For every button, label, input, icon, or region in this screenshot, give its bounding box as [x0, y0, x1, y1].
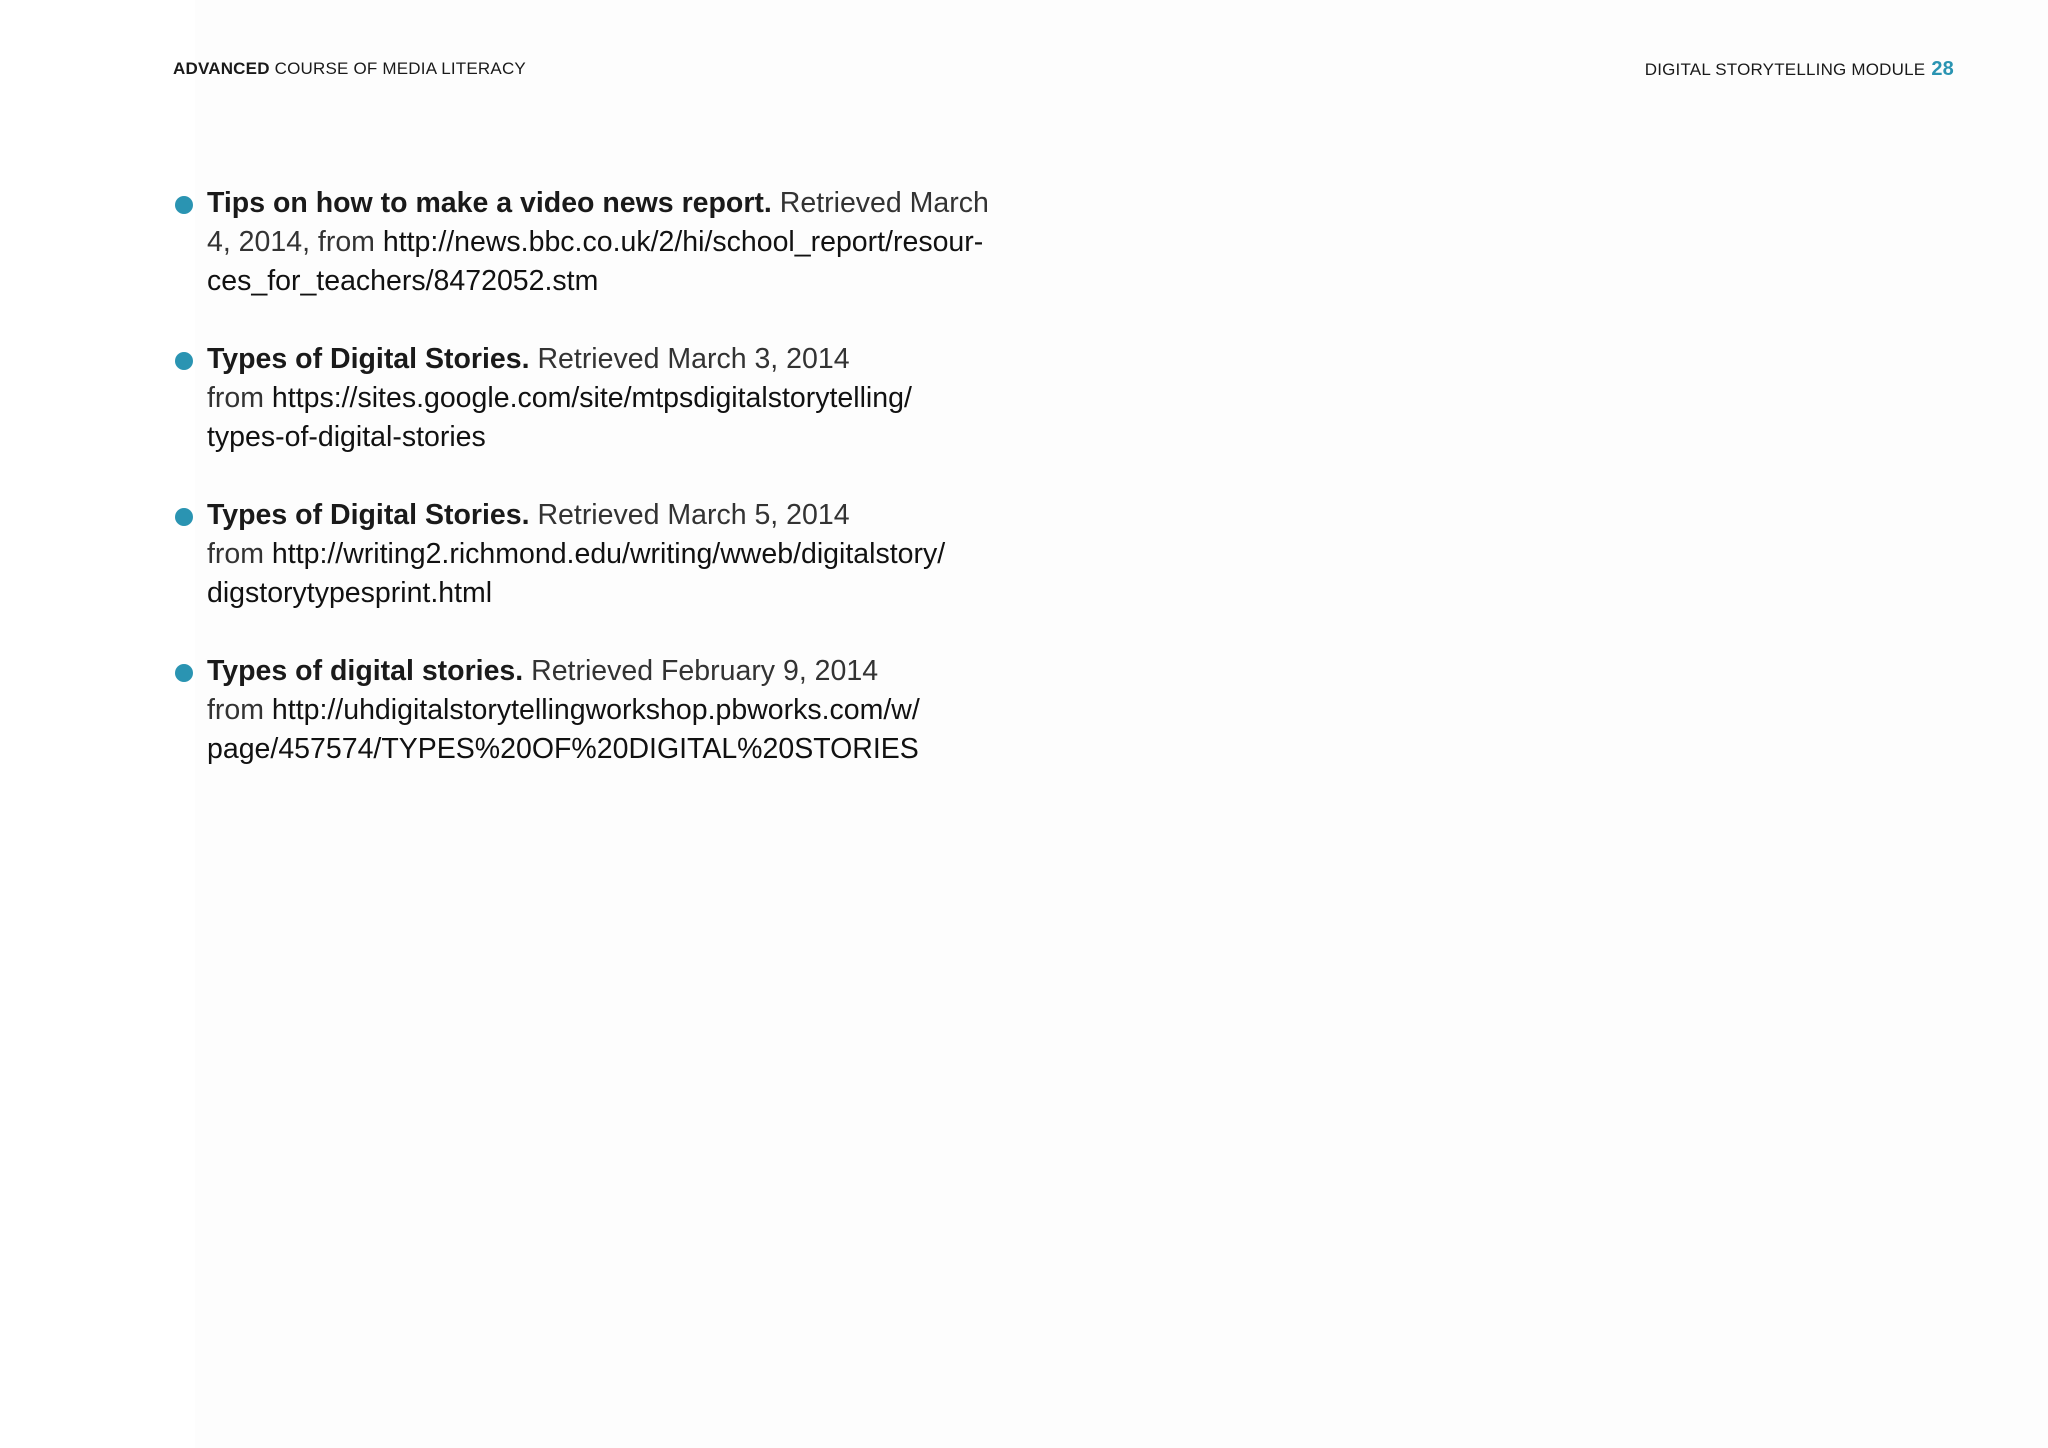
reference-from: from	[207, 382, 264, 414]
reference-url-continued[interactable]: ces_for_teachers/8472052.stm	[207, 265, 599, 297]
reference-retrieved: Retrieved February 9, 2014	[531, 655, 879, 687]
reference-url-continued[interactable]: digstorytypesprint.html	[207, 577, 493, 609]
bullet-dot-icon	[175, 508, 193, 526]
reference-title: Tips on how to make a video news report.	[207, 187, 772, 219]
reference-retrieved: Retrieved March 3, 2014	[537, 343, 850, 375]
reference-title: Types of Digital Stories.	[207, 343, 530, 375]
reference-url[interactable]: http://writing2.richmond.edu/writing/wweb/digitalstory/	[271, 538, 946, 570]
reference-item	[173, 184, 1073, 301]
running-header-right	[1645, 58, 1954, 81]
reference-title: Types of digital stories.	[207, 655, 524, 687]
running-header-left	[173, 59, 526, 79]
reference-retrieved: Retrieved March	[779, 187, 989, 219]
reference-list	[173, 184, 1073, 808]
header-course-title: COURSE OF MEDIA LITERACY	[274, 59, 526, 78]
reference-from: 4, 2014, from	[207, 226, 375, 258]
header-course-level: ADVANCED	[173, 59, 270, 78]
reference-url-continued[interactable]: types-of-digital-stories	[207, 421, 486, 453]
bullet-dot-icon	[175, 352, 193, 370]
reference-title: Types of Digital Stories.	[207, 499, 530, 531]
reference-line	[207, 379, 1073, 418]
page-number: 28	[1931, 58, 1954, 80]
reference-line	[207, 535, 1073, 574]
reference-from: from	[207, 538, 264, 570]
reference-item	[173, 652, 1073, 769]
reference-url[interactable]: http://uhdigitalstorytellingworkshop.pbworks.com/w/	[271, 694, 920, 726]
header-module-title: DIGITAL STORYTELLING MODULE	[1644, 60, 1926, 79]
reference-item	[173, 340, 1073, 457]
reference-line	[207, 223, 1073, 262]
reference-url[interactable]: http://news.bbc.co.uk/2/hi/school_report/resour-	[382, 226, 984, 258]
reference-line	[207, 340, 1073, 379]
bullet-dot-icon	[175, 196, 193, 214]
reference-line	[207, 184, 1073, 223]
reference-from: from	[207, 694, 264, 726]
reference-url-continued[interactable]: page/457574/TYPES%20OF%20DIGITAL%20STORIES	[207, 733, 919, 765]
reference-url[interactable]: https://sites.google.com/site/mtpsdigitalstorytelling/	[271, 382, 912, 414]
reference-retrieved: Retrieved March 5, 2014	[537, 499, 850, 531]
reference-line	[207, 496, 1073, 535]
reference-item	[173, 496, 1073, 613]
bullet-dot-icon	[175, 664, 193, 682]
reference-line	[207, 652, 1073, 691]
reference-line	[207, 691, 1073, 730]
